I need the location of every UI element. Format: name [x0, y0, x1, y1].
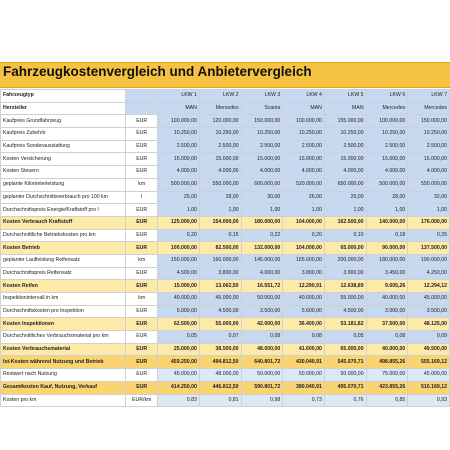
cell-value[interactable]: 0,10: [324, 229, 366, 242]
manufacturer-cell[interactable]: Scania: [241, 102, 283, 115]
cell-value[interactable]: 0,25: [408, 229, 450, 242]
cell-label[interactable]: geplanter Durchschnittsverbrauch pro 100 km: [1, 191, 126, 204]
cell-value[interactable]: 10.250,00: [199, 128, 241, 141]
cell-value[interactable]: 10.250,00: [158, 128, 200, 141]
cell-unit[interactable]: EUR: [126, 280, 158, 293]
cell-value[interactable]: 10.250,00: [283, 128, 325, 141]
cell-label[interactable]: Hersteller: [1, 102, 126, 115]
cell-value[interactable]: 2.500,00: [366, 140, 408, 153]
cell-unit[interactable]: EUR: [126, 381, 158, 394]
cell-value[interactable]: 0,09: [408, 331, 450, 344]
cell-value[interactable]: 1,00: [199, 204, 241, 217]
cell-value[interactable]: 25.000,00: [158, 343, 200, 356]
cell-value[interactable]: 162.500,00: [324, 216, 366, 229]
cell-value[interactable]: 48.000,00: [199, 369, 241, 382]
cell-value[interactable]: 48.125,00: [408, 318, 450, 331]
cell-value[interactable]: 38.500,00: [199, 343, 241, 356]
cell-value[interactable]: 555.169,12: [408, 356, 450, 369]
header-row-vehicle-type: [1, 90, 450, 103]
cell-value[interactable]: 15.000,00: [324, 153, 366, 166]
table-row: [1, 166, 450, 179]
cell-value[interactable]: 0,98: [241, 394, 283, 407]
cell-unit[interactable]: EUR: [126, 216, 158, 229]
cell-value[interactable]: 50.000,00: [324, 369, 366, 382]
manufacturer-cell[interactable]: MAN: [283, 102, 325, 115]
cell-label[interactable]: Kosten Betrieb: [1, 242, 126, 255]
cell-unit[interactable]: [126, 102, 158, 115]
cell-value[interactable]: 49.500,00: [408, 343, 450, 356]
cell-value[interactable]: 5.600,00: [283, 305, 325, 318]
cell-value[interactable]: 53.181,82: [324, 318, 366, 331]
cell-label[interactable]: Inspektionintervall in km: [1, 293, 126, 306]
cell-label[interactable]: Kaufpreis Sonderausstattung: [1, 140, 126, 153]
cell-value[interactable]: 28,00: [366, 191, 408, 204]
cell-value[interactable]: 12.290,91: [283, 280, 325, 293]
cell-label[interactable]: Gesamtkosten Kauf, Nutzung, Verkauf: [1, 381, 126, 394]
table-row: [1, 115, 450, 128]
cell-value[interactable]: 4.000,00: [366, 166, 408, 179]
cell-value[interactable]: 2.500,00: [283, 140, 325, 153]
table-row: [1, 318, 450, 331]
cell-value[interactable]: 459.250,00: [158, 356, 200, 369]
cell-value[interactable]: 0,85: [366, 394, 408, 407]
cell-value[interactable]: 0,83: [158, 394, 200, 407]
column-header-lkw5[interactable]: LKW 5: [324, 90, 366, 103]
cell-label[interactable]: Kaufpreis Grundfahrzeug: [1, 115, 126, 128]
cell-value[interactable]: 3.450,00: [366, 267, 408, 280]
table-row: [1, 140, 450, 153]
cell-value[interactable]: 26,00: [283, 191, 325, 204]
cell-unit[interactable]: EUR: [126, 128, 158, 141]
cell-value[interactable]: 15.000,00: [366, 153, 408, 166]
table-row: [1, 356, 450, 369]
cell-label[interactable]: Restwert nach Nutzung: [1, 369, 126, 382]
cell-value[interactable]: 100.000,00: [366, 115, 408, 128]
cell-value[interactable]: 65.000,00: [324, 242, 366, 255]
cell-value[interactable]: 12.638,89: [324, 280, 366, 293]
cell-value[interactable]: 150.000,00: [158, 254, 200, 267]
cell-value[interactable]: 150.000,00: [408, 115, 450, 128]
cell-value[interactable]: 2.500,00: [408, 140, 450, 153]
cell-value[interactable]: 180.000,00: [241, 216, 283, 229]
cell-value[interactable]: 4.000,00: [158, 166, 200, 179]
cell-unit[interactable]: EUR: [126, 369, 158, 382]
cell-value[interactable]: 498.855,26: [366, 356, 408, 369]
cell-value[interactable]: 104.000,00: [283, 216, 325, 229]
cell-value[interactable]: 0,73: [283, 394, 325, 407]
table-row: [1, 305, 450, 318]
table-row: [1, 242, 450, 255]
cell-value[interactable]: 3.000,00: [366, 305, 408, 318]
cell-value[interactable]: 545.070,71: [324, 356, 366, 369]
cell-value[interactable]: 10.250,00: [366, 128, 408, 141]
cell-label[interactable]: Kosten Versicherung: [1, 153, 126, 166]
manufacturer-cell[interactable]: Mercedes: [408, 102, 450, 115]
cell-unit[interactable]: EUR: [126, 343, 158, 356]
cell-value[interactable]: 4.500,00: [199, 305, 241, 318]
cell-unit[interactable]: EUR: [126, 204, 158, 217]
cell-unit[interactable]: [126, 90, 158, 103]
manufacturer-cell[interactable]: MAN: [158, 102, 200, 115]
cell-value[interactable]: 4.500,00: [158, 267, 200, 280]
cell-value[interactable]: 40.000,00: [283, 293, 325, 306]
cell-value[interactable]: 62.500,00: [158, 318, 200, 331]
cell-unit[interactable]: EUR: [126, 242, 158, 255]
cell-value[interactable]: 45.000,00: [199, 293, 241, 306]
cell-value[interactable]: 4.250,00: [408, 267, 450, 280]
cell-value[interactable]: 3.500,00: [241, 305, 283, 318]
cell-unit[interactable]: EUR: [126, 318, 158, 331]
cell-value[interactable]: 0,81: [199, 394, 241, 407]
cell-value[interactable]: 500.000,00: [158, 178, 200, 191]
cell-value[interactable]: 550.000,00: [408, 178, 450, 191]
table-row: [1, 267, 450, 280]
cell-value[interactable]: 0,05: [158, 331, 200, 344]
cell-value[interactable]: 137.500,00: [408, 242, 450, 255]
cell-value[interactable]: 15.000,00: [199, 153, 241, 166]
table-row: [1, 204, 450, 217]
table-row: [1, 293, 450, 306]
table-row: [1, 191, 450, 204]
cell-unit[interactable]: EUR: [126, 229, 158, 242]
cell-value[interactable]: 45.000,00: [408, 369, 450, 382]
cell-value[interactable]: 55.000,00: [199, 318, 241, 331]
cell-value[interactable]: 0,08: [366, 331, 408, 344]
cell-value[interactable]: 40.000,00: [366, 293, 408, 306]
cell-unit[interactable]: km: [126, 178, 158, 191]
cell-value[interactable]: 50.000,00: [241, 293, 283, 306]
cell-value[interactable]: 1,00: [366, 204, 408, 217]
cell-value[interactable]: 190.000,00: [408, 254, 450, 267]
cell-value[interactable]: 10.250,00: [241, 128, 283, 141]
cell-value[interactable]: 176.000,00: [408, 216, 450, 229]
cell-value[interactable]: 154.000,00: [199, 216, 241, 229]
cell-label[interactable]: Durchschnittspreis Energie/Kraftstoff pro l: [1, 204, 126, 217]
cell-value[interactable]: 1,00: [283, 204, 325, 217]
table-row: [1, 153, 450, 166]
cell-value[interactable]: 132.000,00: [241, 242, 283, 255]
cell-value[interactable]: 500.000,00: [366, 178, 408, 191]
cell-value[interactable]: 0,07: [199, 331, 241, 344]
cell-value[interactable]: 10.250,00: [324, 128, 366, 141]
cell-value[interactable]: 48.000,00: [241, 343, 283, 356]
cell-value[interactable]: 100.000,00: [158, 115, 200, 128]
cell-value[interactable]: 0,20: [158, 229, 200, 242]
cell-unit[interactable]: EUR: [126, 356, 158, 369]
cell-value[interactable]: 10.250,00: [408, 128, 450, 141]
cell-value[interactable]: 125.000,00: [158, 216, 200, 229]
cell-value[interactable]: 4.000,00: [241, 267, 283, 280]
cell-value[interactable]: 2.500,00: [158, 140, 200, 153]
cell-value[interactable]: 13.062,50: [199, 280, 241, 293]
cell-value[interactable]: 30,00: [241, 191, 283, 204]
cell-value[interactable]: 0,22: [241, 229, 283, 242]
cell-value[interactable]: 590.801,72: [241, 381, 283, 394]
cell-value[interactable]: 640.801,72: [241, 356, 283, 369]
cell-unit[interactable]: km: [126, 254, 158, 267]
cell-unit[interactable]: EUR: [126, 166, 158, 179]
cell-value[interactable]: 180.000,00: [366, 254, 408, 267]
cell-value[interactable]: 45.000,00: [158, 369, 200, 382]
cell-value[interactable]: 4.000,00: [283, 166, 325, 179]
cell-value[interactable]: 100.000,00: [158, 242, 200, 255]
cell-value[interactable]: 0,08: [241, 331, 283, 344]
cell-label[interactable]: geplanter Laufleistung Reifensatz: [1, 254, 126, 267]
table-row: [1, 178, 450, 191]
cell-unit[interactable]: EUR: [126, 140, 158, 153]
cell-value[interactable]: 15.000,00: [283, 153, 325, 166]
cell-value[interactable]: 4.500,00: [324, 305, 366, 318]
column-header-lkw7[interactable]: LKW 7: [408, 90, 450, 103]
cell-value[interactable]: 15.000,00: [408, 153, 450, 166]
column-header-lkw3[interactable]: LKW 3: [241, 90, 283, 103]
cell-value[interactable]: 3.900,00: [324, 267, 366, 280]
manufacturer-cell[interactable]: Mercedes: [366, 102, 408, 115]
cell-value[interactable]: 550.000,00: [199, 178, 241, 191]
table-row: [1, 369, 450, 382]
cell-value[interactable]: 1,00: [408, 204, 450, 217]
cell-value[interactable]: 0,93: [408, 394, 450, 407]
cell-value[interactable]: 5.000,00: [158, 305, 200, 318]
cell-unit[interactable]: EUR: [126, 153, 158, 166]
cell-unit[interactable]: EUR: [126, 115, 158, 128]
cell-value[interactable]: 430.040,91: [283, 356, 325, 369]
cell-value[interactable]: 90.000,00: [366, 242, 408, 255]
cell-value[interactable]: 40.000,00: [366, 343, 408, 356]
header-row-manufacturer: [1, 102, 450, 115]
cell-value[interactable]: 37.500,00: [366, 318, 408, 331]
cell-value[interactable]: 42.000,00: [241, 318, 283, 331]
cell-label[interactable]: Kosten Verbrauch Kraftstoff: [1, 216, 126, 229]
cell-value[interactable]: 75.000,00: [366, 369, 408, 382]
cell-label[interactable]: Fahrzeugtyp: [1, 90, 126, 103]
cell-value[interactable]: 200.000,00: [324, 254, 366, 267]
cell-value[interactable]: 160.000,00: [199, 254, 241, 267]
cell-value[interactable]: 55.000,00: [324, 293, 366, 306]
cell-value[interactable]: 380.040,91: [283, 381, 325, 394]
table-row: [1, 280, 450, 293]
table-row: [1, 128, 450, 141]
cell-value[interactable]: 4.000,00: [324, 166, 366, 179]
cell-value[interactable]: 9.605,26: [366, 280, 408, 293]
table-row: [1, 381, 450, 394]
cell-value[interactable]: 1,00: [241, 204, 283, 217]
cell-value[interactable]: 15.000,00: [158, 153, 200, 166]
cell-value[interactable]: 0,20: [283, 229, 325, 242]
cell-value[interactable]: 82.500,00: [199, 242, 241, 255]
cell-value[interactable]: 494.812,50: [199, 356, 241, 369]
cell-label[interactable]: geplante Kilometerleistung: [1, 178, 126, 191]
cell-unit[interactable]: EUR/km: [126, 394, 158, 407]
cell-label[interactable]: Kosten Steuern: [1, 166, 126, 179]
cell-value[interactable]: 520.000,00: [283, 178, 325, 191]
cell-unit[interactable]: EUR: [126, 331, 158, 344]
cell-value[interactable]: 100.000,00: [283, 115, 325, 128]
cell-value[interactable]: 140.000,00: [366, 216, 408, 229]
cell-value[interactable]: 1,00: [158, 204, 200, 217]
cell-label[interactable]: Kosten Reifen: [1, 280, 126, 293]
cell-value[interactable]: 0,15: [199, 229, 241, 242]
cell-value[interactable]: 15.000,00: [241, 153, 283, 166]
cell-value[interactable]: 0,18: [366, 229, 408, 242]
cell-unit[interactable]: EUR: [126, 305, 158, 318]
cell-value[interactable]: 104.000,00: [283, 242, 325, 255]
cell-value[interactable]: 65.000,00: [324, 343, 366, 356]
cell-value[interactable]: 120.000,00: [199, 115, 241, 128]
cell-value[interactable]: 155.000,00: [324, 115, 366, 128]
table-row: [1, 216, 450, 229]
cell-value[interactable]: 1,00: [324, 204, 366, 217]
cell-unit[interactable]: EUR: [126, 267, 158, 280]
cell-value[interactable]: 2.500,00: [324, 140, 366, 153]
cell-value[interactable]: 28,00: [199, 191, 241, 204]
cell-label[interactable]: Kaufpreis Zubehör: [1, 128, 126, 141]
cell-value[interactable]: 600.000,00: [241, 178, 283, 191]
column-header-lkw2[interactable]: LKW 2: [199, 90, 241, 103]
cell-value[interactable]: 165.000,00: [283, 254, 325, 267]
cost-comparison-table: [0, 89, 450, 407]
cell-value[interactable]: 414.250,00: [158, 381, 200, 394]
cell-value[interactable]: 4.000,00: [241, 166, 283, 179]
cell-label[interactable]: Durchschnittliches Verbrauchsmaterial pro km: [1, 331, 126, 344]
cell-value[interactable]: 0,76: [324, 394, 366, 407]
cell-label[interactable]: Kosten Verbrauchsmaterial: [1, 343, 126, 356]
sheet-title: Fahrzeugkostenvergleich und Anbietervergleich: [3, 64, 312, 79]
table-row: [1, 229, 450, 242]
column-header-lkw6[interactable]: LKW 6: [366, 90, 408, 103]
cell-value[interactable]: 45.000,00: [408, 293, 450, 306]
cell-value[interactable]: 3.800,00: [199, 267, 241, 280]
cell-label[interactable]: Durchschnittspreis Reifensatz: [1, 267, 126, 280]
cell-value[interactable]: 145.000,00: [241, 254, 283, 267]
cell-value[interactable]: 446.812,50: [199, 381, 241, 394]
cell-value[interactable]: 0,05: [324, 331, 366, 344]
cell-value[interactable]: 41.600,00: [283, 343, 325, 356]
cell-value[interactable]: 4.000,00: [408, 166, 450, 179]
cell-value[interactable]: 50.000,00: [241, 369, 283, 382]
cell-value[interactable]: 32,00: [408, 191, 450, 204]
cell-value[interactable]: 25,00: [158, 191, 200, 204]
column-header-lkw4[interactable]: LKW 4: [283, 90, 325, 103]
cell-value[interactable]: 2.500,00: [199, 140, 241, 153]
cell-value[interactable]: 3.800,00: [283, 267, 325, 280]
cell-value[interactable]: 40.000,00: [158, 293, 200, 306]
cell-label[interactable]: Ist-Kosten während Nutzung und Betrieb: [1, 356, 126, 369]
cell-value[interactable]: 495.070,71: [324, 381, 366, 394]
cell-label[interactable]: Durchschnittliche Betriebskosten pro km: [1, 229, 126, 242]
cell-value[interactable]: 423.855,26: [366, 381, 408, 394]
cell-value[interactable]: 25,00: [324, 191, 366, 204]
cell-value[interactable]: 150.000,00: [241, 115, 283, 128]
cell-value[interactable]: 3.500,00: [408, 305, 450, 318]
manufacturer-cell[interactable]: MAN: [324, 102, 366, 115]
table-row: [1, 343, 450, 356]
column-header-lkw1[interactable]: LKW 1: [158, 90, 200, 103]
cell-value[interactable]: 36.400,00: [283, 318, 325, 331]
table-row: [1, 331, 450, 344]
cell-value[interactable]: 650.000,00: [324, 178, 366, 191]
cell-label[interactable]: Kosten pro km: [1, 394, 126, 407]
cell-value[interactable]: 16.551,72: [241, 280, 283, 293]
cell-value[interactable]: 15.000,00: [158, 280, 200, 293]
table-row: [1, 394, 450, 407]
cell-unit[interactable]: km: [126, 293, 158, 306]
cell-value[interactable]: 2.500,00: [241, 140, 283, 153]
cell-label[interactable]: Durchschnittskosten pro Inspektion: [1, 305, 126, 318]
cell-label[interactable]: Kosten Inspektionen: [1, 318, 126, 331]
cell-value[interactable]: 4.000,00: [199, 166, 241, 179]
manufacturer-cell[interactable]: Mercedes: [199, 102, 241, 115]
cell-value[interactable]: 510.169,12: [408, 381, 450, 394]
cell-unit[interactable]: l: [126, 191, 158, 204]
cell-value[interactable]: 0,08: [283, 331, 325, 344]
cell-value[interactable]: 50.000,00: [283, 369, 325, 382]
table-row: [1, 254, 450, 267]
cell-value[interactable]: 12.294,12: [408, 280, 450, 293]
